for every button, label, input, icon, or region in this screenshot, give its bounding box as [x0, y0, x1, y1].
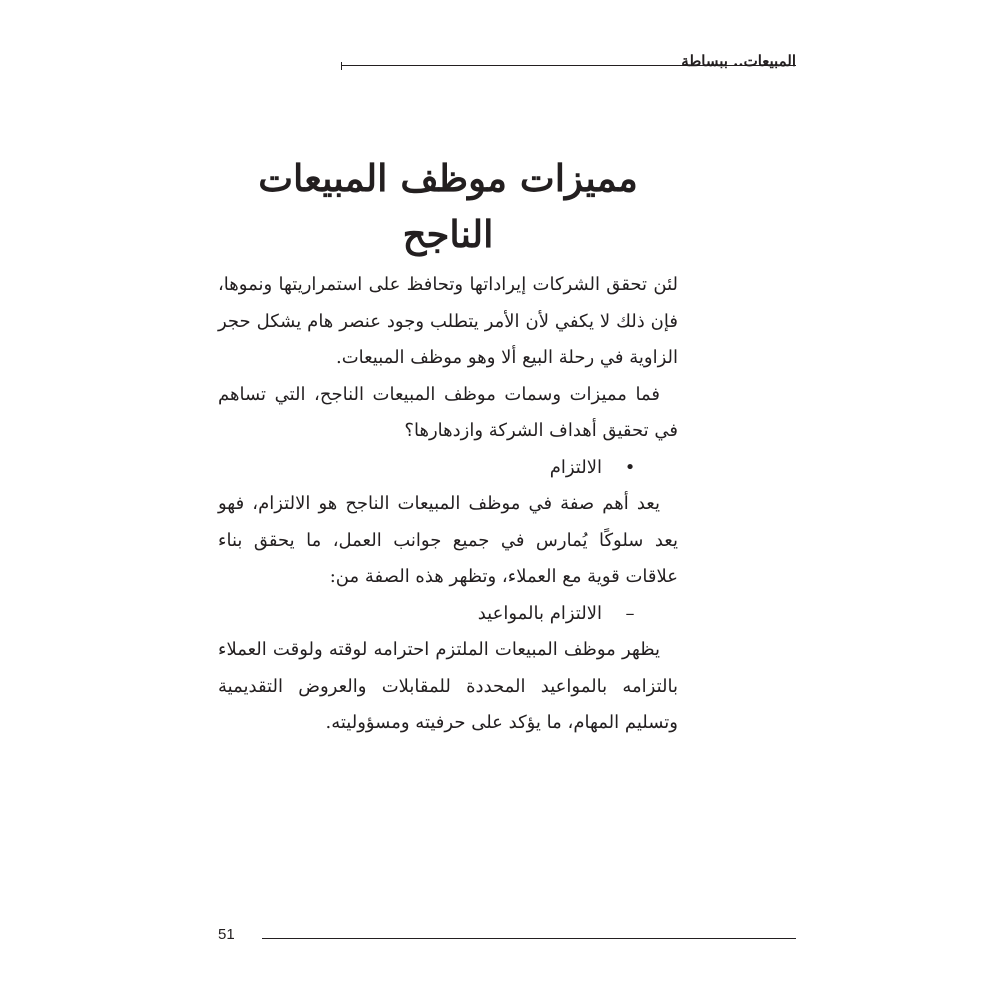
running-header	[218, 50, 796, 74]
page-footer	[218, 925, 796, 949]
dash-item	[218, 596, 678, 633]
question-paragraph: فما مميزات وسمات موظف المبيعات الناجح، التي تساهم في تحقيق أهداف الشركة وازدهارها؟	[218, 383, 678, 441]
footer-rule	[262, 938, 796, 939]
commitment-paragraph: يعد أهم صفة في موظف المبيعات الناجح هو الالتزام، فهو يعد سلوكًا يُمارس في جميع جوانب العمل، ما يحقق بناء علاقات قوية مع العملاء، وتظهر هذه الصفة من:	[218, 493, 678, 587]
punctuality-paragraph: يظهر موظف المبيعات الملتزم احترامه لوقته ولوقت العملاء بالتزامه بالمواعيد المحددة للمقابلات والعروض التقديمية وتسليم المهام، ما يؤكد على حرفيته ومسؤوليته.	[218, 639, 678, 733]
dash-marker: –	[625, 602, 635, 624]
bullet-label: الالتزام	[549, 456, 602, 478]
page-number: 51	[218, 926, 235, 943]
header-rule	[341, 65, 796, 66]
chapter-title: مميزات موظف المبيعات الناجح	[258, 156, 638, 256]
bullet-marker: •	[624, 456, 636, 478]
running-title: المبيعات.. ببساطة	[681, 52, 796, 70]
bullet-item	[218, 450, 678, 487]
intro-paragraph: لئن تحقق الشركات إيراداتها وتحافظ على استمراريتها ونموها، فإن ذلك لا يكفي لأن الأمر يتطلب وجود عنصر هام يشكل حجر الزاوية في رحلة البيع ألا وهو موظف المبيعات.	[218, 274, 678, 368]
dash-label: الالتزام بالمواعيد	[477, 602, 602, 624]
body-text	[218, 267, 678, 742]
